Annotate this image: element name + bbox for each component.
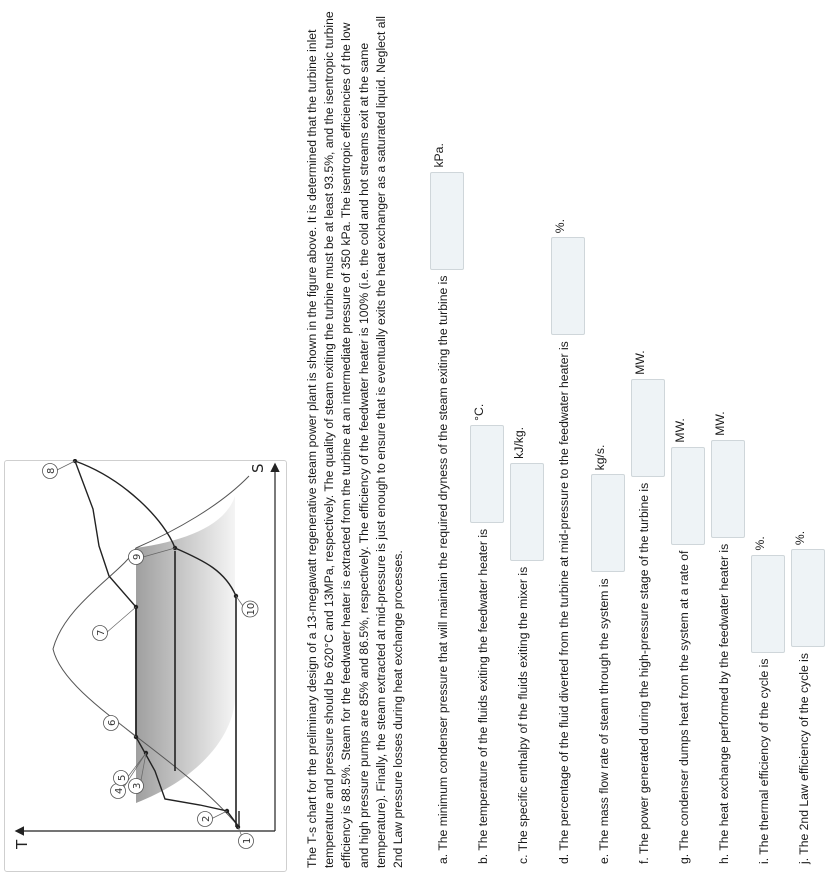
state-label-3: [129, 779, 144, 794]
state-label-8: [43, 464, 58, 479]
state-label-9: [129, 550, 144, 565]
svg-text:9: 9: [132, 553, 143, 560]
answer-input[interactable]: [551, 237, 585, 335]
question-label: g. The condenser dumps heat from the system at a rate of: [677, 550, 691, 864]
unit-label: °C.: [472, 403, 486, 421]
s-axis-label: S: [249, 463, 267, 473]
question-label: d. The percentage of the fluid diverted from the turbine at mid-pressure to the feedwater heater is: [557, 341, 571, 864]
state-label-4: [111, 784, 126, 799]
question-label: h. The heat exchange performed by the feedwater heater is: [717, 543, 731, 864]
svg-text:8: 8: [46, 467, 57, 474]
svg-text:6: 6: [107, 719, 118, 726]
answer-input[interactable]: [470, 425, 504, 523]
svg-text:2: 2: [201, 815, 212, 822]
question-b: [470, 404, 510, 864]
question-g: [671, 418, 711, 864]
unit-label: %.: [793, 530, 807, 546]
answer-input[interactable]: [711, 440, 745, 538]
question-label: c. The specific enthalpy of the fluids exiting the mixer is: [516, 566, 530, 864]
svg-text:1: 1: [242, 837, 253, 844]
unit-label: %.: [553, 218, 567, 234]
unit-label: kJ/kg.: [512, 426, 526, 459]
question-h: [711, 411, 751, 864]
state-label-10: [242, 601, 258, 617]
question-a: [430, 143, 470, 864]
answer-input[interactable]: [430, 172, 464, 270]
question-label: b. The temperature of the fluids exiting the feedwater heater is: [476, 528, 490, 864]
question-label: e. The mass flow rate of steam through the system is: [597, 578, 611, 864]
question-c: [510, 427, 550, 864]
answer-input[interactable]: [791, 549, 825, 647]
answer-input[interactable]: [671, 447, 705, 545]
superheat-line: [75, 461, 136, 607]
svg-text:7: 7: [96, 629, 107, 636]
question-e: [591, 445, 631, 864]
state-label-1: [239, 834, 254, 849]
unit-label: kPa.: [432, 143, 446, 168]
svg-text:4: 4: [114, 787, 125, 794]
question-label: j. The 2nd Law efficiency of the cycle is: [797, 653, 811, 864]
svg-text:3: 3: [132, 782, 143, 789]
svg-text:5: 5: [117, 774, 128, 781]
ts-diagram-svg: [5, 459, 288, 871]
svg-text:10: 10: [246, 602, 257, 616]
question-d: [551, 219, 591, 864]
state-label-5: [114, 771, 129, 786]
answer-input[interactable]: [751, 555, 785, 653]
t-axis-label: T: [13, 839, 31, 849]
unit-label: MW.: [713, 411, 727, 436]
answer-input[interactable]: [631, 379, 665, 477]
ts-diagram: [4, 460, 287, 872]
question-i: [751, 536, 791, 864]
state-label-7: [93, 626, 108, 641]
answer-input[interactable]: [510, 463, 544, 561]
question-f: [631, 350, 671, 864]
unit-label: MW.: [633, 350, 647, 375]
question-j: [791, 531, 831, 864]
state-label-2: [198, 812, 213, 827]
cycle-shaded-region: [136, 496, 235, 803]
question-label: f. The power generated during the high-pressure stage of the turbine is: [637, 482, 651, 864]
question-label: i. The thermal efficiency of the cycle is: [757, 658, 771, 864]
problem-statement: The T-s chart for the preliminary design of a 13-megawatt regenerative steam power plant is shown in the figure above. It is determined that the turbine inlet temperature and pressure should be 620°C and 13MPa, respectively. The quality of steam exiting the turbine must be at least 93.5%, and the isentropic turbine efficiency is 88.5%. Steam for the feedwater heater is extracted from the turbine at an intermediate pressure of 350 kPa. The isentropic efficiencies of the low and high pressure pumps are 85% and 86.5%, respectively. The efficiency of the feedwater heater is 100% (i.e. the cold and hot streams exit at the same temperature). Finally, the steam extracted at mid-pressure is just enough to ensure that is eventually exits the heat exchanger as a saturated liquid. Neglect all 2nd Law pressure losses during heat exchange processes.: [305, 11, 406, 868]
question-label: a. The minimum condenser pressure that will maintain the required dryness of the steam exiting the turbine is: [436, 275, 450, 864]
unit-label: MW.: [673, 418, 687, 443]
answer-input[interactable]: [591, 474, 625, 572]
state-label-6: [104, 716, 119, 731]
unit-label: kg/s.: [593, 444, 607, 471]
unit-label: %.: [753, 536, 767, 551]
